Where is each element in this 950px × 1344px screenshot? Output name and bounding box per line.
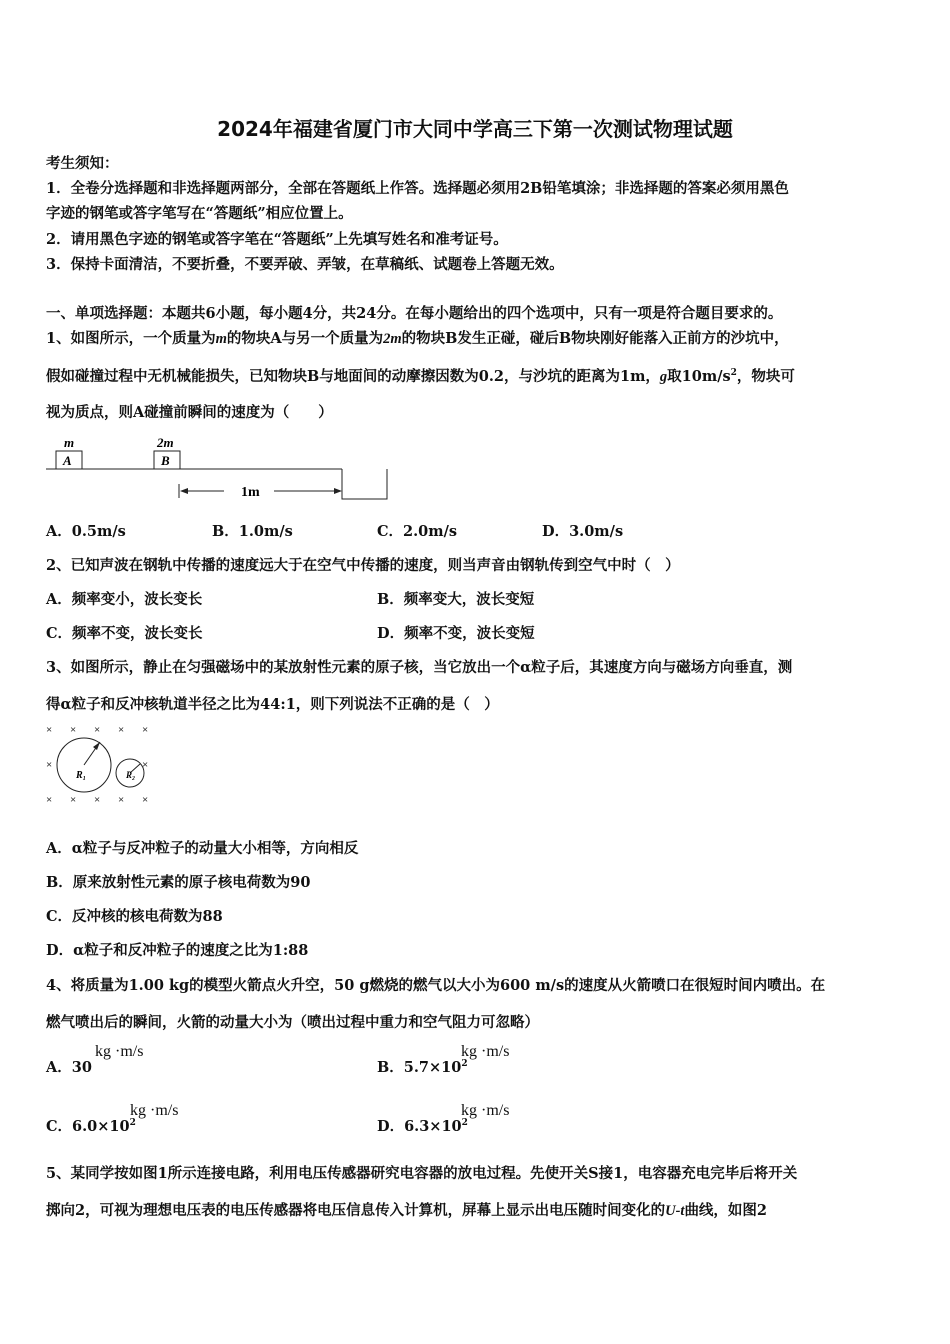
block-b-label: B <box>161 453 170 468</box>
q1-option-b[interactable]: B．1.0m/s <box>212 523 293 540</box>
svg-text:×: × <box>46 794 53 806</box>
dist-arrowhead-left <box>180 488 188 494</box>
r1-label: R₁ <box>76 770 87 781</box>
q2-option-c[interactable]: C．频率不变，波长变长 <box>46 625 203 642</box>
radius-r1-arrow <box>93 742 100 750</box>
block-a-label: A <box>63 453 72 468</box>
q3-option-c[interactable]: C．反冲核的核电荷数为88 <box>46 908 223 925</box>
sand-pit <box>342 469 387 499</box>
q3-figure <box>42 720 162 810</box>
q4-option-d[interactable]: D．$6.3\times 10^2$ <box>377 1118 468 1135</box>
mass-b-label: 2m <box>157 435 174 450</box>
q3-option-d[interactable]: D．α粒子和反冲粒子的速度之比为1:88 <box>46 942 309 959</box>
q1-line-3: 视为质点，则A碰撞前瞬间的速度为（ ） <box>46 404 333 421</box>
q2-option-a[interactable]: A．频率变小，波长变长 <box>46 591 203 608</box>
notice-line: 字迹的钢笔或答字笔写在“答题纸”相应位置上。 <box>46 205 353 222</box>
q1-option-a[interactable]: A．0.5m/s <box>46 523 126 540</box>
q5-line-2: 掷向2，可视为理想电压表的电压传感器将电压信息传入计算机，屏幕上显示出电压随时间变化的U-t曲线，如图2 <box>46 1202 768 1219</box>
svg-text:×: × <box>46 759 53 771</box>
mass-a-label: m <box>64 435 75 450</box>
svg-text:×: × <box>142 724 149 736</box>
notice-line: 1．全卷分选择题和非选择题两部分，全部在答题纸上作答。选择题必须用2B铅笔填涂；非选择题的答案必须用黑色 <box>46 180 789 197</box>
svg-text:×: × <box>142 794 149 806</box>
svg-text:×: × <box>94 794 101 806</box>
svg-text:×: × <box>46 724 53 736</box>
q4-option-c[interactable]: C．$6.0\times 10^2$ <box>46 1118 136 1135</box>
q4-option-a-unit: kg ·m/s <box>95 1043 144 1060</box>
magnetic-field-crosses <box>46 724 148 806</box>
page-title: 2024年福建省厦门市大同中学高三下第一次测试物理试题 <box>217 117 733 141</box>
svg-text:×: × <box>118 724 125 736</box>
q4-line-2: 燃气喷出后的瞬间，火箭的动量大小为（喷出过程中重力和空气阻力可忽略） <box>46 1014 539 1031</box>
dist-label: 1m <box>241 485 260 500</box>
notice-line: 3．保持卡面清洁，不要折叠，不要弄破、弄皱，在草稿纸、试题卷上答题无效。 <box>46 256 564 273</box>
svg-text:×: × <box>70 724 77 736</box>
q2-stem: 2、已知声波在钢轨中传播的速度远大于在空气中传播的速度，则当声音由钢轨传到空气中时（ ） <box>46 557 680 574</box>
notice-heading: 考生须知： <box>46 155 119 172</box>
q4-option-b[interactable]: B．$5.7\times 10^2$ <box>377 1059 468 1076</box>
r2-label: R₂ <box>126 770 136 780</box>
q3-line-1: 3、如图所示，静止在匀强磁场中的某放射性元素的原子核，当它放出一个α粒子后，其速度方向与磁场方向垂直，测 <box>46 659 793 676</box>
svg-text:×: × <box>70 794 77 806</box>
q1-option-c[interactable]: C．2.0m/s <box>377 523 458 540</box>
q4-option-c-unit: kg ·m/s <box>130 1102 179 1119</box>
q1-figure <box>46 432 396 507</box>
notice-line: 2．请用黑色字迹的钢笔或答字笔在“答题纸”上先填写姓名和准考证号。 <box>46 231 508 248</box>
q1-line-2: 假如碰撞过程中无机械能损失，已知物块B与地面间的动摩擦因数为0.2，与沙坑的距离为1m，g取$10m/s^2$，物块可 <box>46 368 795 385</box>
q2-option-d[interactable]: D．频率不变，波长变短 <box>377 625 535 642</box>
section-heading: 一、单项选择题：本题共6小题，每小题4分，共24分。在每小题给出的四个选项中，只有一项是符合题目要求的。 <box>46 305 783 322</box>
q3-option-b[interactable]: B．原来放射性元素的原子核电荷数为90 <box>46 874 311 891</box>
q4-option-d-unit: kg ·m/s <box>461 1102 510 1119</box>
q5-line-1: 5、某同学按如图1所示连接电路，利用电压传感器研究电容器的放电过程。先使开关S接1，电容器充电完毕后将开关 <box>46 1165 798 1182</box>
svg-text:×: × <box>94 724 101 736</box>
q3-line-2: 得α粒子和反冲核轨道半径之比为44:1，则下列说法不正确的是（ ） <box>46 696 499 713</box>
dist-arrowhead-right <box>334 488 342 494</box>
q1-line-1: 1、如图所示，一个质量为m的物块A与另一个质量为2m的物块B发生正碰，碰后B物块刚好能落入正前方的沙坑中， <box>46 330 789 347</box>
q4-option-b-unit: kg ·m/s <box>461 1043 510 1060</box>
q4-line-1: 4、将质量为1.00 kg的模型火箭点火升空，50 g燃烧的燃气以大小为600 m/s的速度从火箭喷口在很短时间内喷出。在 <box>46 977 826 994</box>
q3-option-a[interactable]: A．α粒子与反冲粒子的动量大小相等，方向相反 <box>46 840 359 857</box>
q1-option-d[interactable]: D．3.0m/s <box>542 523 624 540</box>
svg-text:×: × <box>118 794 125 806</box>
q4-option-a[interactable]: A．30 <box>46 1059 92 1076</box>
svg-text:×: × <box>142 759 149 771</box>
q2-option-b[interactable]: B．频率变大，波长变短 <box>377 591 535 608</box>
